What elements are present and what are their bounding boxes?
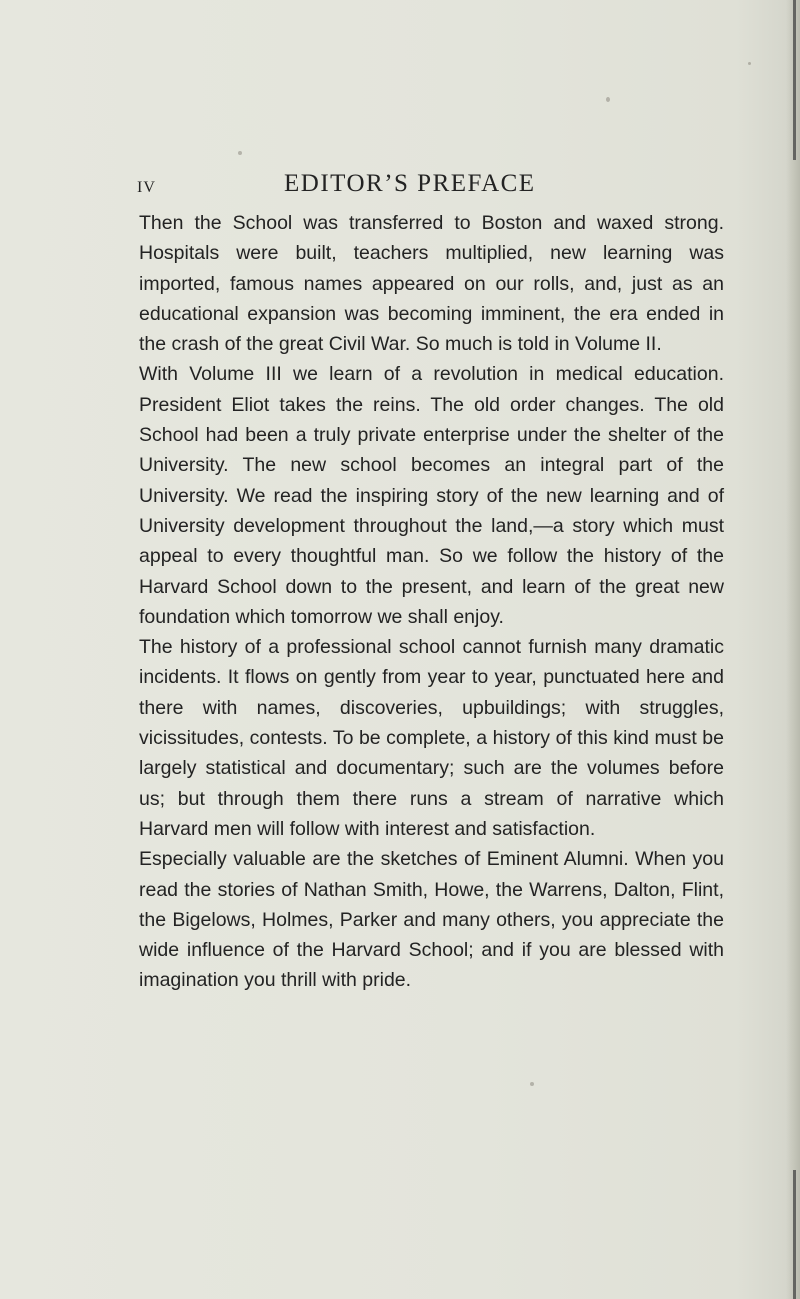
page-edge-mark-bottom <box>793 1170 796 1299</box>
paper-speck <box>238 151 242 155</box>
paragraph-4: Especially valuable are the sketches of Eminent Alumni. When you read the stories of Nathan Smith, Howe, the Warrens, Dalton, Flint, the Bigelows, Holmes, Parker and many others, you appreciate the wide influence of the Harvard School; and if you are blessed with imagination you thrill with pride. <box>139 848 724 992</box>
paragraph-3: The history of a professional school cannot furnish many dramatic incidents. It flows on gently from year to year, punctuated here and there with names, discoveries, upbuildings; with struggles, vicissitudes, contests. To be complete, a history of this kind must be largely statistical and documentary; such are the volumes before us; but through them there runs a stream of narrative which Harvard men will follow with interest and satisfaction. <box>139 636 724 840</box>
body-text <box>139 208 724 996</box>
paragraph-1: Then the School was transferred to Boston and waxed strong. Hospitals were built, teachers multiplied, new learning was imported, famous names appeared on our rolls, and, just as an educational expansion was becoming imminent, the era ended in the crash of the great Civil War. So much is told in Volume II. <box>139 212 724 356</box>
paper-speck <box>606 97 610 102</box>
page-edge-mark-top <box>793 0 796 160</box>
page-number: iv <box>137 172 156 197</box>
paper-speck <box>530 1082 534 1086</box>
page-header <box>0 172 800 202</box>
running-head: EDITOR’S PREFACE <box>284 170 536 197</box>
paragraph-2: With Volume III we learn of a revolution in medical education. President Eliot takes the reins. The old order changes. The old School had been a truly private enterprise under the shelter of the University. The new school becomes an integral part of the University. We read the inspiring story of the new learning and of University development throughout the land,—a story which must appeal to every thoughtful man. So we follow the history of the Harvard School down to the present, and learn of the great new foundation which tomorrow we shall enjoy. <box>139 363 724 628</box>
paper-speck <box>748 62 751 65</box>
